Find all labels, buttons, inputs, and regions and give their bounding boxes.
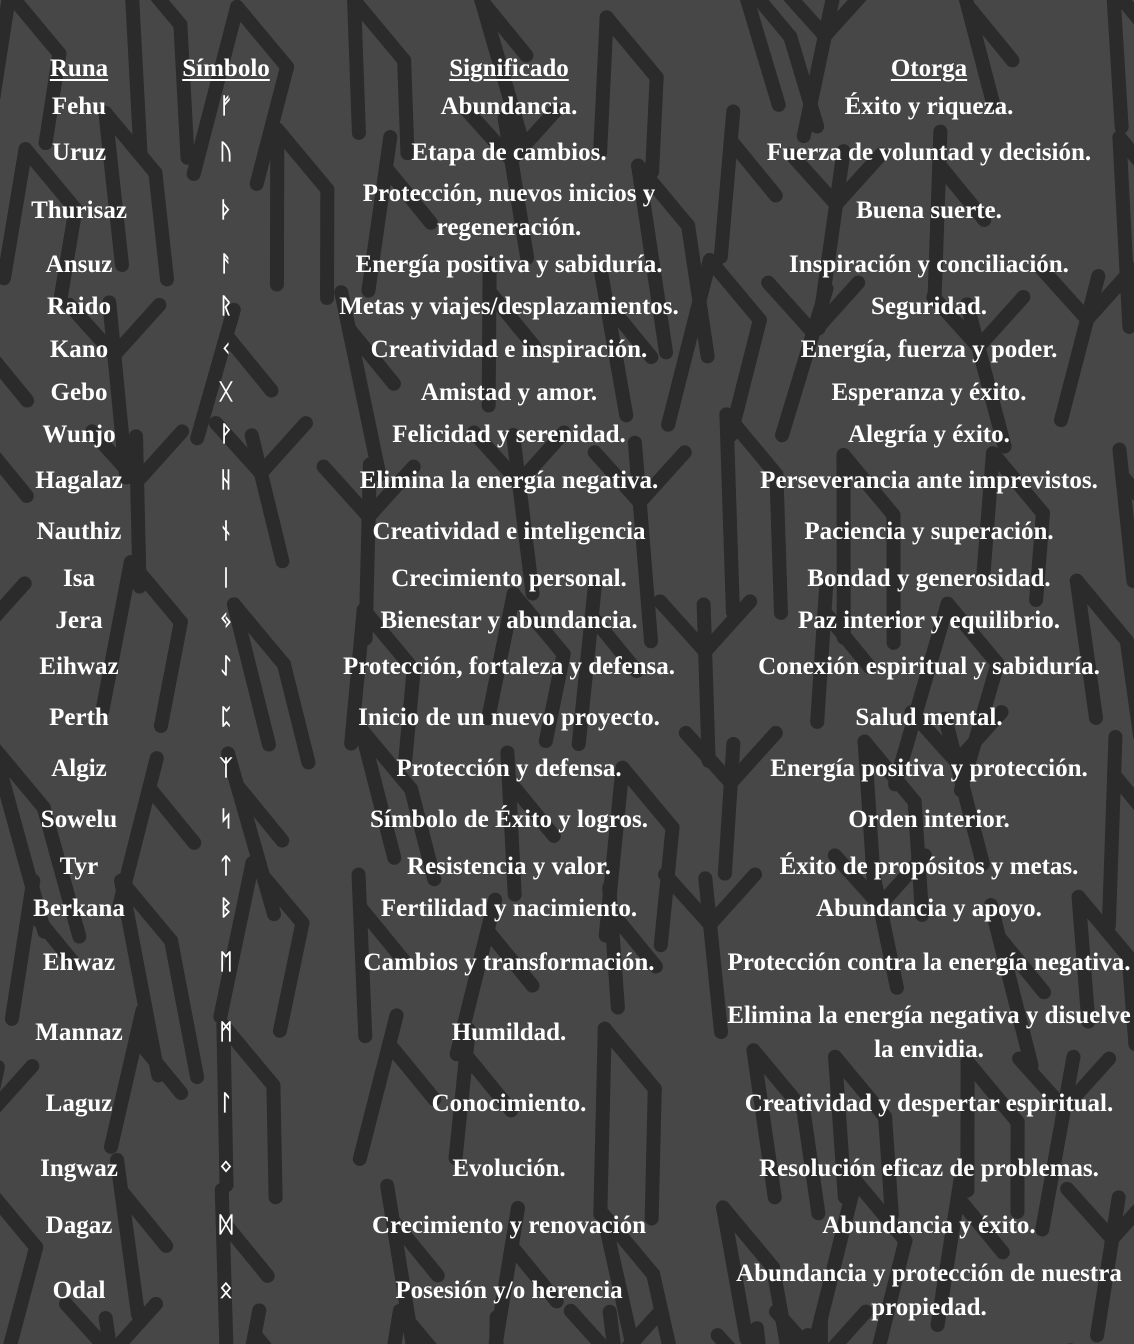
meaning: Protección y defensa. xyxy=(396,755,622,782)
meaning: Abundancia. xyxy=(440,93,578,120)
table-row xyxy=(0,372,1134,414)
rune-name: Tyr xyxy=(59,853,99,880)
grants: Buena suerte. xyxy=(856,197,1002,224)
table-row xyxy=(0,930,1134,996)
table-row xyxy=(0,846,1134,888)
table-row xyxy=(0,642,1134,692)
table-row xyxy=(0,744,1134,794)
rune-symbol: ᚠ xyxy=(219,94,233,119)
rune-symbol: ᛞ xyxy=(219,1213,233,1238)
grants: Esperanza y éxito. xyxy=(831,379,1027,406)
rune-name: Odal xyxy=(52,1277,106,1304)
table-row xyxy=(0,888,1134,930)
table-row xyxy=(0,506,1134,558)
meaning: Evolución. xyxy=(452,1155,566,1182)
grants: Energía positiva y protección. xyxy=(770,755,1088,782)
table-row xyxy=(0,996,1134,1070)
table-row xyxy=(0,692,1134,744)
rune-symbol: ᛖ xyxy=(219,950,233,975)
meaning: Bienestar y abundancia. xyxy=(380,607,638,634)
rune-symbol: ᛋ xyxy=(219,807,233,832)
rune-symbol: ᛏ xyxy=(219,854,233,879)
rune-symbol: ᚾ xyxy=(219,519,233,544)
grants: Resolución eficaz de problemas. xyxy=(759,1155,1099,1182)
grants: Éxito y riqueza. xyxy=(844,93,1014,120)
meaning: Resistencia y valor. xyxy=(407,853,611,880)
rune-symbol: ᚦ xyxy=(219,198,233,223)
rune-symbol: ᛜ xyxy=(219,1156,233,1181)
meaning: Crecimiento personal. xyxy=(391,565,627,592)
table-row xyxy=(0,1200,1134,1252)
meaning: Creatividad e inspiración. xyxy=(370,336,648,363)
meaning: Felicidad y serenidad. xyxy=(392,421,626,448)
rune-name: Nauthiz xyxy=(36,518,122,545)
meaning: Elimina la energía negativa. xyxy=(359,467,659,494)
rune-name: Wunjo xyxy=(42,421,116,448)
rune-name: Uruz xyxy=(51,139,107,166)
meaning: Amistad y amor. xyxy=(420,379,598,406)
grants: Bondad y generosidad. xyxy=(807,565,1051,592)
rune-name: Kano xyxy=(49,336,109,363)
grants: Elimina la energía negativa y disuelve la envidia. xyxy=(727,1002,1131,1063)
grants: Salud mental. xyxy=(855,704,1003,731)
rune-symbol: ᛟ xyxy=(219,1278,233,1303)
rune-name: Isa xyxy=(63,565,95,592)
table-row xyxy=(0,558,1134,600)
rune-name: Sowelu xyxy=(40,806,118,833)
header-otorga-label: Otorga xyxy=(890,55,968,82)
rune-symbol: ᛗ xyxy=(219,1020,233,1045)
table-row xyxy=(0,456,1134,506)
table-row xyxy=(0,794,1134,846)
rune-symbol: ᛃ xyxy=(219,608,233,633)
grants: Creatividad y despertar espiritual. xyxy=(744,1090,1114,1117)
table-row xyxy=(0,286,1134,328)
rune-name: Laguz xyxy=(45,1090,113,1117)
header-simbolo xyxy=(158,52,294,86)
rune-name: Hagalaz xyxy=(35,467,123,494)
rune-name: Thurisaz xyxy=(31,197,127,224)
grants: Abundancia y protección de nuestra propiedad. xyxy=(736,1260,1122,1321)
meaning: Humildad. xyxy=(451,1019,567,1046)
rune-symbol: ᛇ xyxy=(219,654,233,679)
meaning: Símbolo de Éxito y logros. xyxy=(369,806,649,833)
meaning: Conocimiento. xyxy=(431,1090,587,1117)
header-otorga xyxy=(724,52,1134,86)
table-body xyxy=(0,86,1134,1330)
rune-name: Algiz xyxy=(51,755,107,782)
header-simbolo-label: Símbolo xyxy=(182,55,270,82)
table-row xyxy=(0,414,1134,456)
meaning: Creatividad e inteligencia xyxy=(372,518,646,545)
grants: Energía, fuerza y poder. xyxy=(800,336,1058,363)
table-row xyxy=(0,128,1134,178)
meaning: Fertilidad y nacimiento. xyxy=(380,895,638,922)
rune-name: Ehwaz xyxy=(42,949,116,976)
rune-symbol: ᚲ xyxy=(219,337,233,362)
grants: Éxito de propósitos y metas. xyxy=(779,853,1079,880)
grants: Abundancia y éxito. xyxy=(822,1212,1036,1239)
rune-name: Dagaz xyxy=(45,1212,113,1239)
rune-symbol: ᚢ xyxy=(219,140,233,165)
rune-name: Mannaz xyxy=(35,1019,123,1046)
meaning: Protección, fortaleza y defensa. xyxy=(342,653,676,680)
rune-name: Perth xyxy=(49,704,109,731)
grants: Abundancia y apoyo. xyxy=(816,895,1042,922)
rune-symbol: ᚨ xyxy=(219,252,233,277)
table-row xyxy=(0,244,1134,286)
grants: Orden interior. xyxy=(848,806,1010,833)
grants: Paciencia y superación. xyxy=(804,518,1054,545)
meaning: Metas y viajes/desplazamientos. xyxy=(339,293,679,320)
rune-symbol: ᛒ xyxy=(219,896,233,921)
rune-name: Ansuz xyxy=(45,251,113,278)
rune-symbol: ᛁ xyxy=(219,566,233,591)
rune-symbol: ᚹ xyxy=(219,422,233,447)
rune-name: Raido xyxy=(47,293,111,320)
table-row xyxy=(0,1138,1134,1200)
meaning: Etapa de cambios. xyxy=(411,139,607,166)
rune-symbol: ᛉ xyxy=(219,756,233,781)
rune-name: Berkana xyxy=(33,895,125,922)
rune-name: Ingwaz xyxy=(40,1155,118,1182)
meaning: Posesión y/o herencia xyxy=(395,1277,623,1304)
grants: Protección contra la energía negativa. xyxy=(727,949,1131,976)
meaning: Inicio de un nuevo proyecto. xyxy=(358,704,660,731)
rune-symbol: ᚷ xyxy=(219,380,233,405)
meaning: Crecimiento y renovación xyxy=(371,1212,647,1239)
table-header-row xyxy=(0,52,1134,86)
grants: Seguridad. xyxy=(870,293,987,320)
table-row xyxy=(0,600,1134,642)
meaning: Energía positiva y sabiduría. xyxy=(355,251,663,278)
rune-symbol: ᛈ xyxy=(219,705,233,730)
header-significado xyxy=(294,52,724,86)
meaning: Cambios y transformación. xyxy=(363,949,655,976)
grants: Conexión espiritual y sabiduría. xyxy=(758,653,1100,680)
grants: Alegría y éxito. xyxy=(848,421,1010,448)
rune-name: Eihwaz xyxy=(39,653,119,680)
table-row xyxy=(0,86,1134,128)
rune-name: Fehu xyxy=(51,93,107,120)
table-row xyxy=(0,178,1134,244)
rune-name: Jera xyxy=(55,607,103,634)
table-row xyxy=(0,1252,1134,1330)
grants: Paz interior y equilibrio. xyxy=(797,607,1060,634)
header-runa-label: Runa xyxy=(49,55,109,82)
meaning: Protección, nuevos inicios y regeneración. xyxy=(362,180,656,241)
rune-name: Gebo xyxy=(50,379,108,406)
grants: Fuerza de voluntad y decisión. xyxy=(766,139,1092,166)
rune-symbol: ᚱ xyxy=(219,294,233,319)
rune-symbol: ᛚ xyxy=(219,1091,233,1116)
grants: Inspiración y conciliación. xyxy=(789,251,1069,278)
grants: Perseverancia ante imprevistos. xyxy=(760,467,1098,494)
rune-symbol: ᚺ xyxy=(219,468,233,493)
rune-table xyxy=(0,52,1134,1330)
header-significado-label: Significado xyxy=(449,55,569,82)
table-row xyxy=(0,328,1134,372)
table-row xyxy=(0,1070,1134,1138)
header-runa xyxy=(0,52,158,86)
